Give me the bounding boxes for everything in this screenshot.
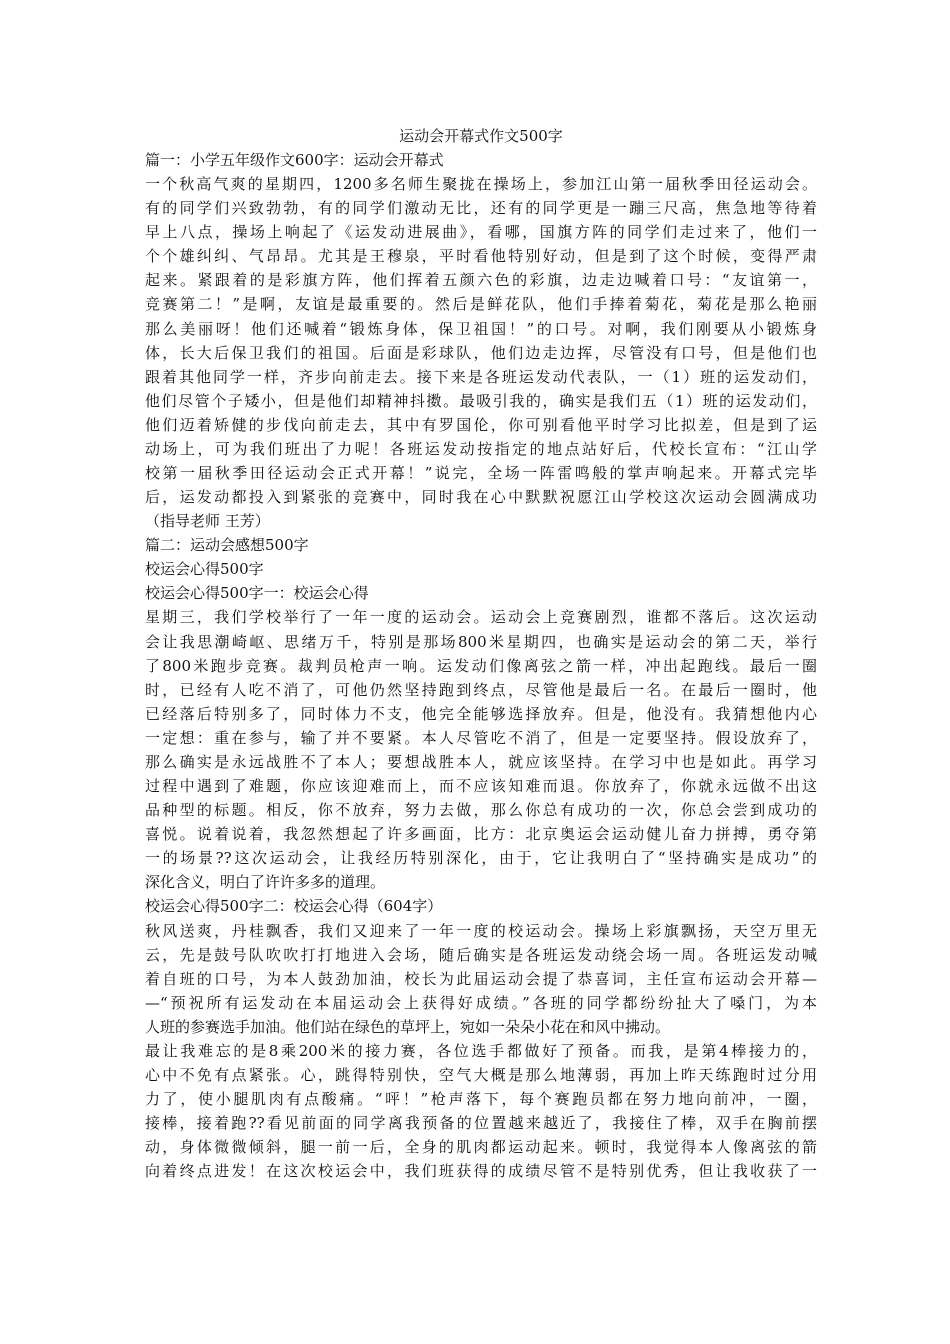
text-line: 那么美丽呀！他们还喊着“锻炼身体，保卫祖国！”的口号。对啊，我们刚要从小锻炼身 [145,319,817,338]
text-line: 喜悦。说着说着，我忽然想起了许多画面，比方：北京奥运会运动健儿奋力拼搏，勇夺第 [145,825,817,844]
text-line: 过程中遇到了难题，你应该迎难而上，而不应该知难而退。你放弃了，你就永远做不出这 [145,777,817,796]
text-line: 动，身体微微倾斜，腿一前一后，全身的肌肉都运动起来。顿时，我觉得本人像离弦的箭 [145,1138,817,1157]
document-page [145,124,817,1183]
text-line: 篇一：小学五年级作文600字：运动会开幕式 [145,151,444,169]
text-line: 校运会心得500字 [145,560,264,579]
text-line: 他们迈着矫健的步伐向前走去，其中有罗国伦，你可别看他平时学习比拟差，但是到了运 [145,415,817,434]
text-line: 体，长大后保卫我们的祖国。后面是彩球队，他们边走边挥，尽管没有口号，但是他们也 [145,343,817,362]
text-line: 校运会心得500字一：校运会心得 [145,584,369,603]
text-line: 一定想：重在参与，输了并不要紧。本人尽管吃不消了，但是一定要坚持。假设放弃了， [145,728,817,747]
text-line: 向着终点进发！在这次校运会中，我们班获得的成绩尽管不是特别优秀，但让我收获了一 [145,1162,817,1181]
text-line: 有的同学们兴致勃勃，有的同学们激动无比，还有的同学更是一蹦三尺高，焦急地等待着 [145,199,817,218]
text-line: 已经落后特别多了，同时体力不支，他完全能够选择放弃。但是，他没有。我猜想他内心 [145,704,817,723]
text-line: 一个秋高气爽的星期四，1200多名师生聚拢在操场上，参加江山第一届秋季田径运动会。 [145,175,817,194]
text-line: 深化含义，明白了许许多多的道理。 [145,873,386,892]
text-line: 起来。紧跟着的是彩旗方阵，他们挥着五颜六色的彩旗，边走边喊着口号：“友谊第一， [145,271,817,290]
text-line: 接棒，接着跑??看见前面的同学离我预备的位置越来越近了，我接住了棒，双手在胸前摆 [145,1114,817,1133]
text-line: 心中不免有点紧张。心，跳得特别快，空气大概是那么地薄弱，再加上昨天练跑时过分用 [145,1065,817,1084]
text-line: 竞赛第二！”是啊，友谊是最重要的。然后是鲜花队，他们手捧着菊花，菊花是那么艳丽 [145,295,817,314]
text-line: 篇二：运动会感想500字 [145,536,309,555]
text-line: 跟着其他同学一样，齐步向前走去。接下来是各班运发动代表队，一（1）班的运发动们， [145,367,817,386]
text-line: 那么确实是永远战胜不了本人；要想战胜本人，就应该坚持。在学习中也是如此。再学习 [145,752,817,771]
text-line: 力了，使小腿肌肉有点酸痛。“呯！”枪声落下，每个赛跑员都在努力地向前冲，一圈， [145,1090,817,1109]
text-line: 校运会心得500字二：校运会心得（604字） [145,897,443,916]
text-line: （指导老师 王芳） [145,512,270,531]
text-line: 时，已经有人吃不消了，可他仍然坚持跑到终点，尽管他是最后一名。在最后一圈时，他 [145,680,817,699]
document-title: 运动会开幕式作文500字 [399,127,563,145]
document-body [145,148,817,1183]
text-line: 后，运发动都投入到紧张的竞赛中，同时我在心中默默祝愿江山学校这次运动会圆满成功 [145,488,817,507]
text-line: 一的场景??这次运动会，让我经历特别深化，由于，它让我明白了“坚持确实是成功”的 [145,849,817,868]
text-line: 他们尽管个子矮小，但是他们却精神抖擞。最吸引我的，确实是我们五（1）班的运发动们， [145,391,817,410]
text-line: 早上八点，操场上响起了《运发动进展曲》，看哪，国旗方阵的同学们走过来了，他们一 [145,223,817,242]
text-line: 品种型的标题。相反，你不放弃，努力去做，那么你总有成功的一次，你总会尝到成功的 [145,801,817,820]
text-line: 了800米跑步竞赛。裁判员枪声一响。运发动们像离弦之箭一样，冲出起跑线。最后一圈 [145,656,817,675]
text-line: 校第一届秋季田径运动会正式开幕！”说完，全场一阵雷鸣般的掌声响起来。开幕式完毕 [145,464,817,483]
text-line: 云，先是鼓号队吹吹打打地进入会场，随后确实是各班运发动绕会场一周。各班运发动喊 [145,945,817,964]
text-line: 星期三，我们学校举行了一年一度的运动会。运动会上竞赛剧烈，谁都不落后。这次运动 [145,608,817,627]
text-line: 会让我思潮崎岖、思绪万千，特别是那场800米星期四，也确实是运动会的第二天，举行 [145,632,817,651]
text-line: 秋风送爽，丹桂飘香，我们又迎来了一年一度的校运动会。操场上彩旗飘扬，天空万里无 [145,921,817,940]
text-line: 个个雄纠纠、气昂昂。尤其是王穆泉，平时看他特别好动，但是到了这个时候，变得严肃 [145,247,817,266]
text-line: 着自班的口号，为本人鼓劲加油，校长为此届运动会提了恭喜词，主任宣布运动会开幕— [145,969,817,988]
text-line: 动场上，可为我们班出了力呢！各班运发动按指定的地点站好后，代校长宣布：“江山学 [145,439,817,458]
text-line: 最让我难忘的是8乘200米的接力赛，各位选手都做好了预备。而我，是第4棒接力的， [145,1041,817,1060]
text-line: —“预祝所有运发动在本届运动会上获得好成绩。”各班的同学都纷纷扯大了嗓门，为本 [145,993,817,1012]
text-line: 人班的参赛选手加油。他们站在绿色的草坪上，宛如一朵朵小花在和风中拂动。 [145,1017,671,1036]
